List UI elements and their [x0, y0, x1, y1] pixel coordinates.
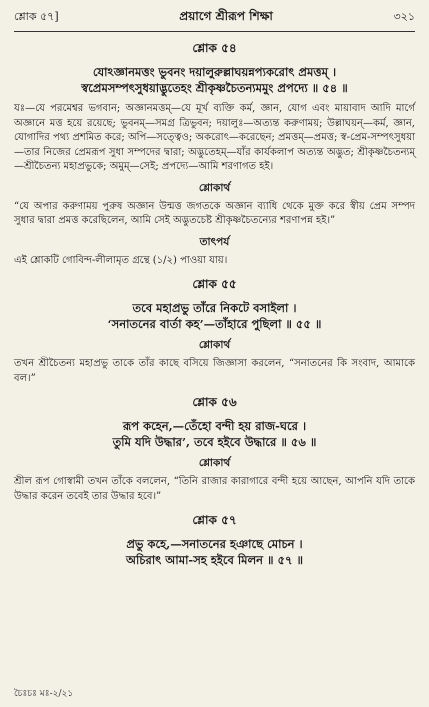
verse-54-heading: শ্লোক ৫৪	[192, 41, 237, 55]
verse-56-line-1: রূপ কহেন,—তেঁহো বন্দী হয় রাজ-ঘরে ।	[122, 419, 307, 433]
verse-56-text	[14, 418, 415, 450]
verse-55-translation-heading: শ্লোকার্থ	[198, 339, 231, 351]
verse-54-text	[14, 64, 415, 96]
verse-55-translation: তখন শ্রীচৈতন্য মহাপ্রভু তাকে তাঁর কাছে বসিয়ে জিজ্ঞাসা করলেন, “সনাতনের কি সংবাদ, আমাকে বল।”	[14, 358, 415, 384]
verse-55-text	[14, 300, 415, 332]
verse-57-heading: শ্লোক ৫৭	[192, 513, 237, 527]
verse-57-line-1: প্রভু কহে,—সনাতনের হঞাছে মোচন ।	[126, 537, 303, 551]
verse-54-translation-heading: শ্লোকার্থ	[198, 181, 231, 194]
verse-57-text	[14, 536, 415, 568]
page-footer: চৈঃচঃ মঃ-২/২১	[14, 689, 74, 699]
verse-54-synonyms: যঃ—যে পরমেশ্বর ভগবান; অজ্ঞানমত্তম্—যে মূর্খ ব্যক্তি কর্ম, জ্ঞান, যোগ এবং মায়াবাদ আদি মার্গে অজ্ঞানে মত্ত হয়ে রয়েছে; ভুবনম্—সমগ্র ত্রিভুবন; দয়ালুঃ—অত্যন্ত করুণাময়; উল্লাঘয়ন্—কর্ম, জ্ঞান, যোগাদির পথ্য প্রশমিত করে; অপি—সত্ত্বেও; অকরোৎ—করেছেন; প্রমত্তম্—প্রমত্ত; স্ব-প্রেম-সম্পৎসুধয়া—তার নিজের প্রেমরূপ সুধা সম্পদের দ্বারা; অদ্ভুতেহম্—যাঁর কার্যকলাপ অত্যন্ত অদ্ভুত; শ্রীকৃষ্ণচৈতন্যম্—শ্রীচৈতন্য মহাপ্রভুকে; অমুম্—সেই; প্রপদ্যে—আমি শরণাগত হই।	[14, 103, 415, 172]
verse-56-line-2: তুমি যদি উদ্ধার’, তবে হইবে উদ্ধারে ॥ ৫৬ ॥	[112, 435, 317, 449]
verse-54-line-2: স্বপ্রেমসম্পৎসুধয়াদ্ভুতেহং শ্রীকৃষ্ণচৈতন্যমমুং প্রপদ্যে ॥ ৫৪ ॥	[81, 81, 348, 95]
header-verse-ref: শ্লোক ৫৭]	[14, 10, 59, 23]
verse-55-line-1: তবে মহাপ্রভু তাঁরে নিকটে বসাইলা ।	[132, 301, 297, 315]
verse-55-line-2: ‘সনাতনের বার্তা কহ’—তাঁহারে পুছিলা ॥ ৫৫ ॥	[107, 317, 322, 331]
header-chapter-title: প্রয়াগে শ্রীরূপ শিক্ষা	[179, 9, 273, 23]
verse-54-translation: “যে অপার করুণাময় পুরুষ অজ্ঞান উন্মত্ত জগতকে অজ্ঞান ব্যাধি থেকে মুক্ত করে স্বীয় প্রেম সম্পদ সুধার দ্বারা প্রমত্ত করেছিলেন, আমি সেই অদ্ভুতচেষ্ট শ্রীকৃষ্ণচৈতন্যের শরণাপন্ন হই।”	[14, 200, 415, 226]
page-header	[14, 8, 415, 32]
verse-54-purport-heading: তাৎপর্য	[199, 235, 230, 248]
verse-54-line-1: যোঽজ্ঞানমত্তং ভুবনং দয়ালুরুল্লাঘয়ন্নপ্যকরোৎ প্রমত্তম্ ।	[92, 65, 337, 79]
header-page-number: ৩২১	[393, 10, 415, 23]
verse-54-purport: এই শ্লোকটি গোবিন্দ-লীলামৃত গ্রন্থে (১/২) পাওয়া যায়।	[14, 254, 228, 266]
verse-56-translation: শ্রীল রূপ গোস্বামী তখন তাঁকে বললেন, “তিনি রাজার কারাগারে বন্দী হয়ে আছেন, আপনি যদি তাকে উদ্ধার করেন তবেই তার উদ্ধার হবে।”	[14, 476, 415, 502]
verse-55-heading: শ্লোক ৫৫	[192, 277, 237, 291]
verse-56-heading: শ্লোক ৫৬	[192, 395, 237, 409]
verse-57-line-2: অচিরাৎ আমা-সহ হইবে মিলন ॥ ৫৭ ॥	[126, 553, 303, 567]
verse-56-translation-heading: শ্লোকার্থ	[198, 457, 231, 469]
